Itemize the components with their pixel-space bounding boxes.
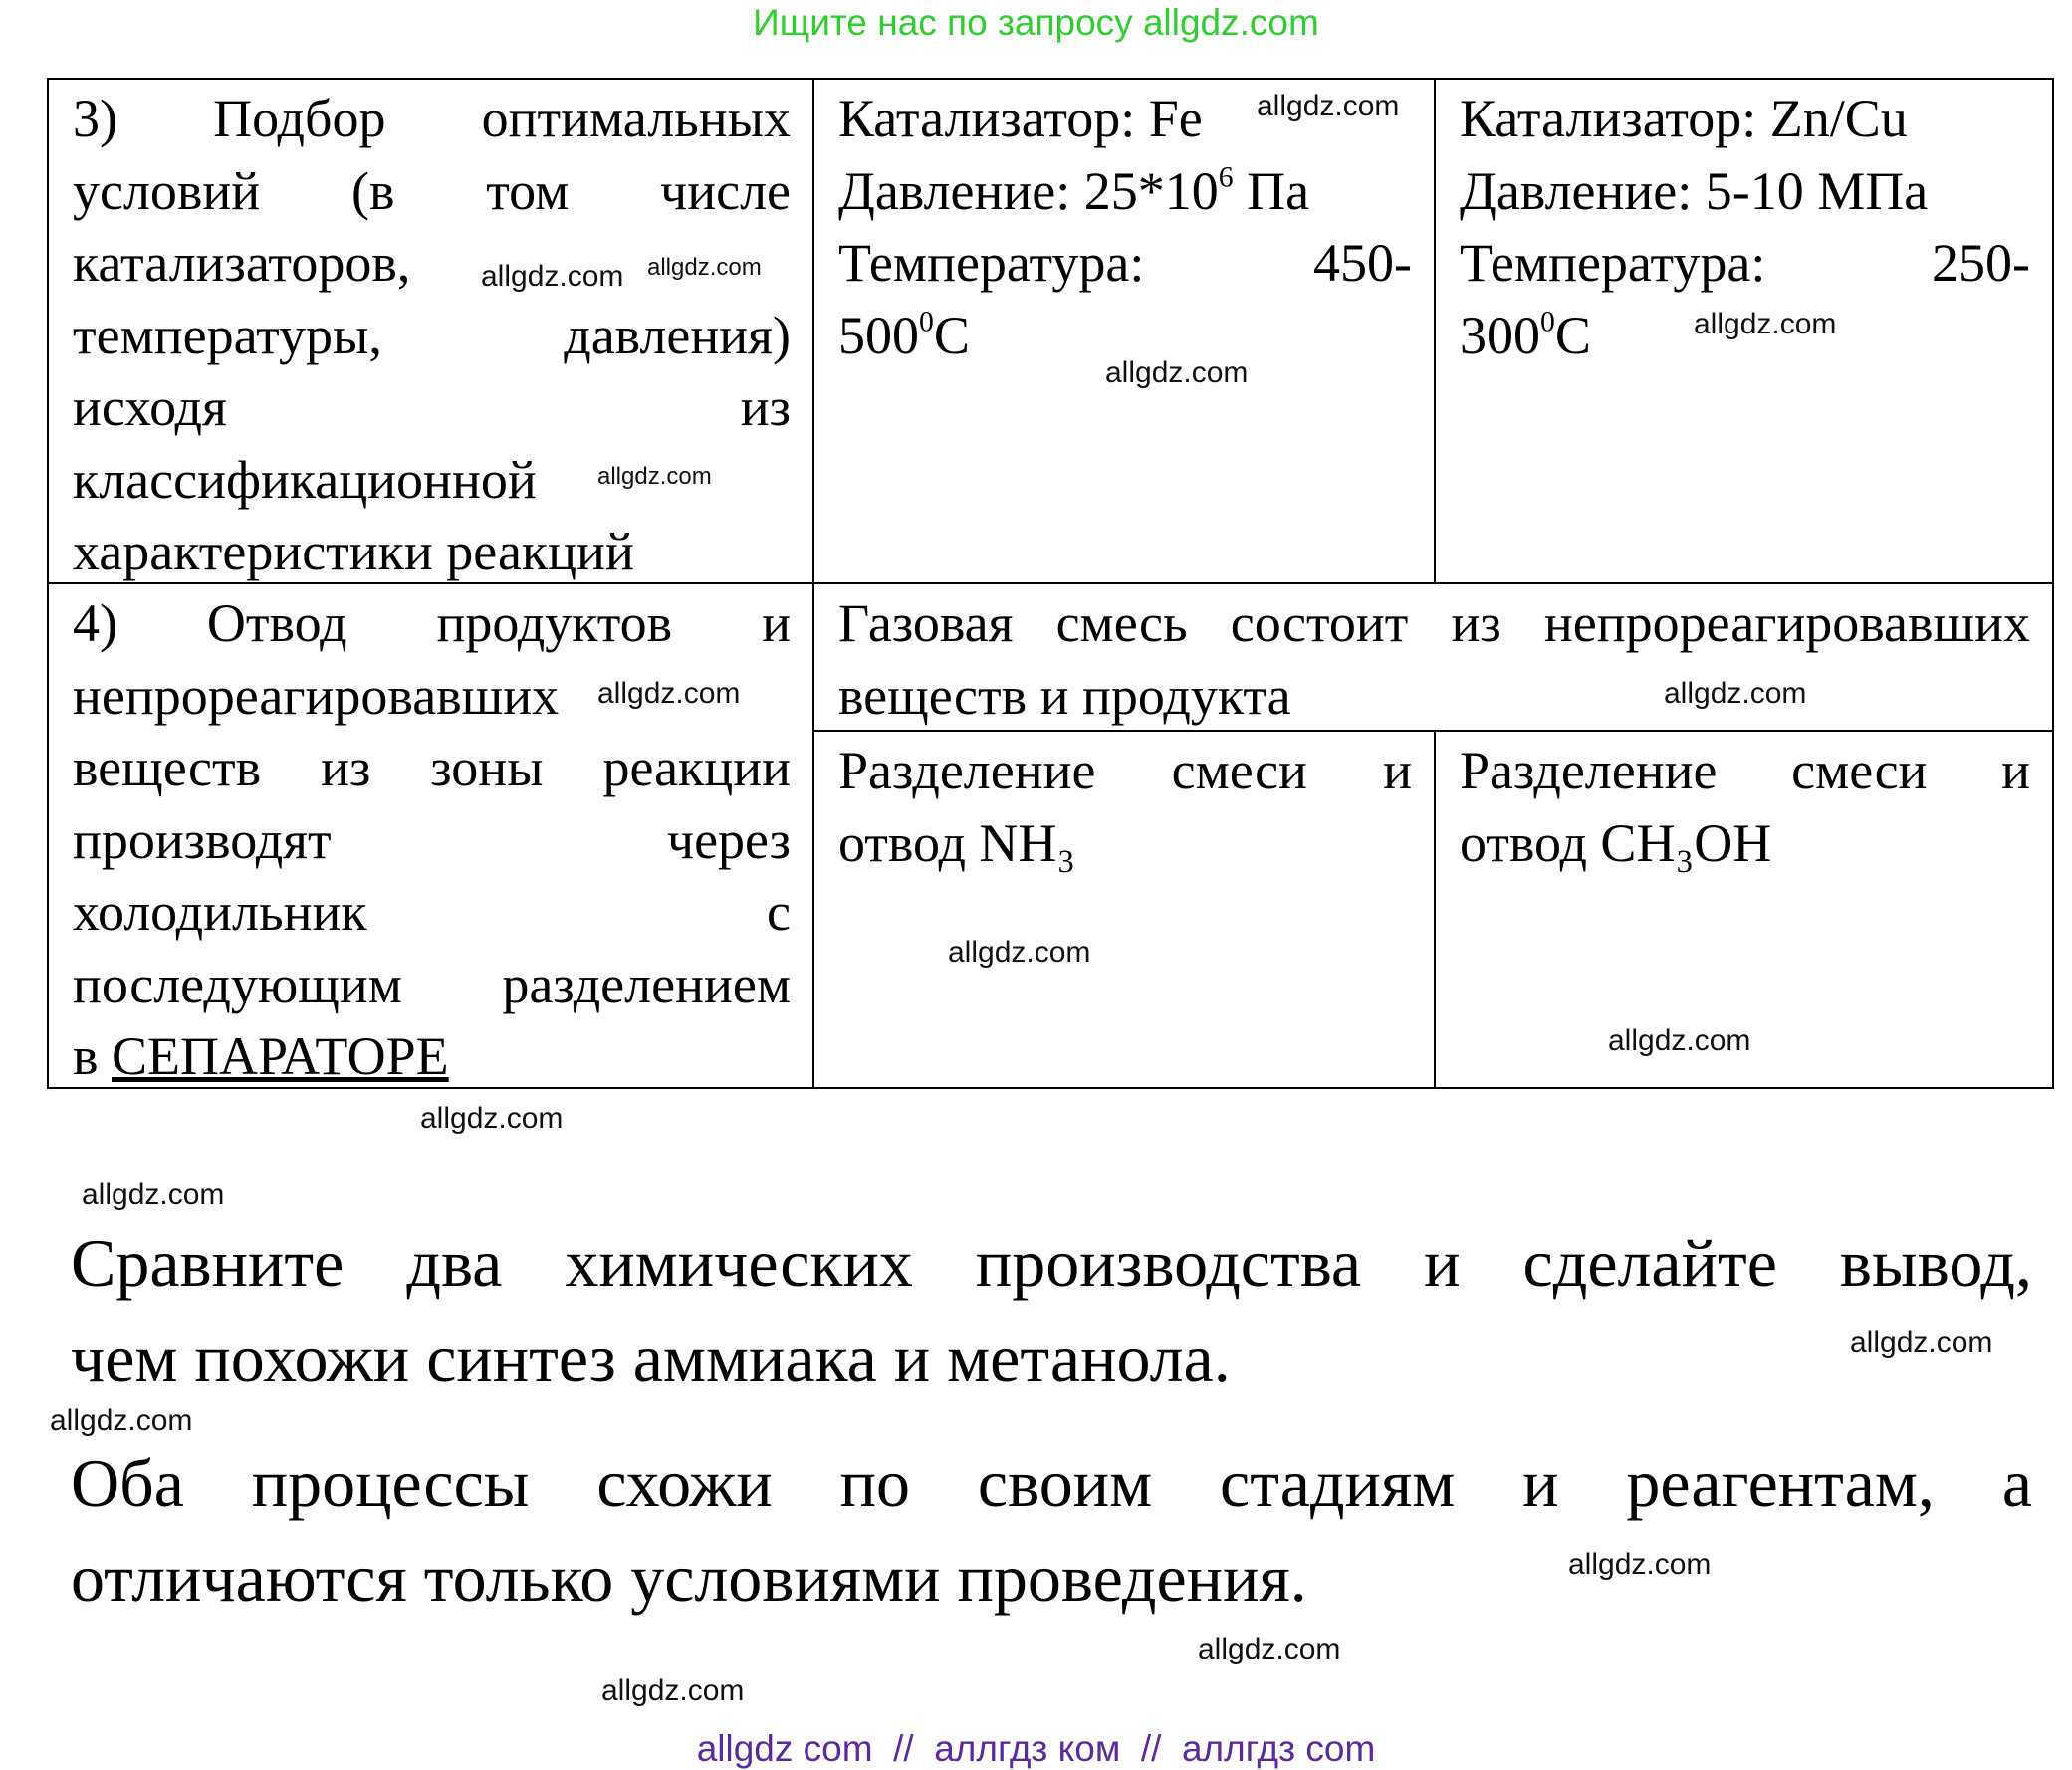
pressure-exponent: 6 [1218, 161, 1234, 194]
text-line: катализаторов, [73, 233, 411, 293]
cell-ammonia-conditions [812, 78, 1436, 584]
text-line: исходя из [73, 377, 791, 437]
text-prefix: в [73, 1026, 112, 1086]
text-line: характеристики реакций [73, 522, 634, 581]
watermark: allgdz.com [1198, 1633, 1341, 1665]
separator-term: СЕПАРАТОРЕ [112, 1026, 449, 1086]
watermark: allgdz.com [1257, 90, 1400, 122]
watermark: allgdz.com [1664, 677, 1807, 710]
cell-ammonia-separation [812, 730, 1436, 1089]
temperature-value: 500 [838, 305, 919, 365]
watermark: allgdz.com [601, 1674, 745, 1707]
cell-stage-4 [47, 582, 814, 1089]
text-line [73, 1020, 791, 1093]
text-line: Сравните два химических производства и сделайте вывод, [71, 1225, 2032, 1301]
catalyst-text: Катализатор: Zn/Cu [1460, 89, 1908, 148]
text-line: веществ и продукта [838, 665, 1291, 726]
text-line: температуры, давления) [73, 305, 791, 365]
degree-mark: 0 [1540, 306, 1555, 338]
temperature-value: 300 [1460, 305, 1540, 365]
pressure-text [838, 155, 1412, 228]
watermark: allgdz.com [948, 936, 1091, 969]
text-line: 3) Подбор оптимальных [73, 89, 791, 148]
watermark: allgdz.com [1694, 308, 1837, 340]
text-line: производят через [73, 809, 791, 870]
text-line: холодильник с [73, 882, 791, 942]
watermark: allgdz.com [1850, 1326, 1993, 1359]
temperature-text: Температура: 250- [1460, 233, 2030, 293]
text-line: веществ из зоны реакции [73, 738, 791, 797]
text-line: отвод CH₃OH [1460, 812, 1772, 873]
text-line: условий (в том числе [73, 160, 791, 221]
catalyst-text: Катализатор: Fe [838, 89, 1203, 148]
text-line: последующим разделением [73, 954, 791, 1014]
watermark: allgdz.com [597, 463, 712, 490]
text-line: Газовая смесь состоит из непрореагировавших [838, 593, 2030, 653]
pressure-value: Давление: 25*10 [838, 160, 1219, 221]
footer-links[interactable]: allgdz com // аллгдз ком // аллгдз com [696, 1728, 1376, 1769]
text-line: 4) Отвод продуктов и [73, 593, 791, 653]
question-paragraph [71, 1217, 2032, 1406]
text-line: непрореагировавших [73, 665, 560, 726]
temperature-text: Температура: 450- [838, 233, 1412, 293]
watermark: allgdz.com [481, 260, 624, 293]
watermark: allgdz.com [420, 1102, 564, 1135]
text-line: Разделение смеси и [1460, 741, 2030, 800]
search-hint-link[interactable]: Ищите нас по запросу allgdz.com [753, 2, 1319, 43]
pressure-unit: Па [1233, 160, 1310, 221]
watermark: allgdz.com [1568, 1548, 1712, 1581]
watermark: allgdz.com [1608, 1024, 1751, 1057]
answer-paragraph [71, 1437, 2032, 1626]
text-line: чем похожи синтез аммиака и метанола. [71, 1320, 1231, 1396]
watermark: allgdz.com [82, 1178, 225, 1211]
text-line: Разделение смеси и [838, 741, 1412, 800]
temperature-unit: С [933, 305, 970, 365]
watermark: allgdz.com [597, 677, 741, 710]
degree-mark: 0 [919, 306, 934, 338]
cell-common-mixture [812, 582, 2054, 732]
text-line: классификационной [73, 449, 537, 510]
text-line: отличаются только условиями проведения. [71, 1540, 1307, 1616]
text-line: отвод NH₃ [838, 812, 1076, 873]
text-line: Оба процессы схожи по своим стадиям и реагентам, а [71, 1445, 2032, 1521]
watermark: allgdz.com [647, 254, 762, 281]
watermark: allgdz.com [1105, 356, 1249, 389]
temperature-unit: С [1554, 305, 1591, 365]
pressure-text: Давление: 5-10 МПа [1460, 160, 1929, 221]
cell-stage-3 [47, 78, 814, 584]
watermark: allgdz.com [50, 1404, 193, 1437]
